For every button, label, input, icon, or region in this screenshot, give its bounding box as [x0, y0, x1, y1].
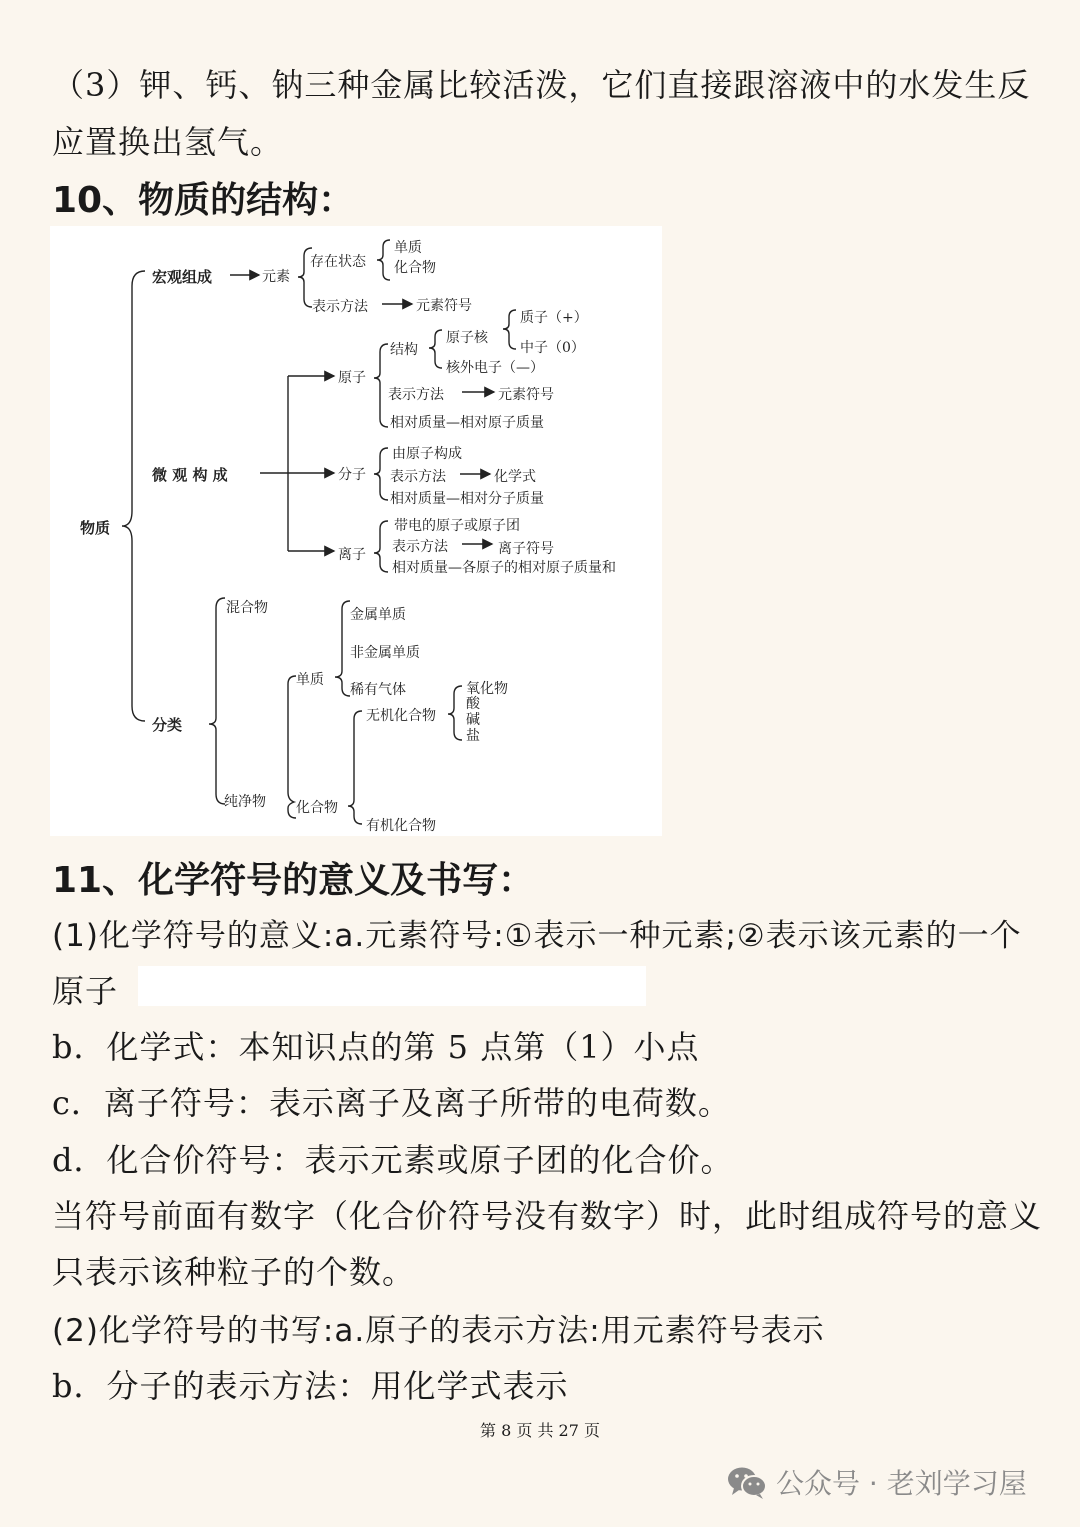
brace-atom [374, 344, 388, 427]
brace-compound [348, 711, 362, 824]
paragraph-line: c．离子符号：表示离子及离子所带的电荷数。 [52, 1084, 731, 1122]
node-repr-method: 表示方法 [312, 299, 368, 315]
paragraph-line: d．化合价符号：表示元素或原子团的化合价。 [52, 1141, 734, 1179]
node-salt: 盐 [466, 728, 480, 744]
node-ion-symbol: 离子符号 [498, 541, 554, 557]
page-number: 第 8 页 共 27 页 [480, 1421, 600, 1440]
node-classification: 分类 [152, 716, 183, 734]
paragraph-line: 只表示该种粒子的个数。 [52, 1253, 416, 1291]
node-ion-repr: 表示方法 [392, 539, 448, 555]
brace-inorganic [448, 686, 462, 740]
brace-classification [209, 598, 225, 804]
section-heading: 11、化学符号的意义及书写： [52, 860, 535, 901]
node-molecule: 分子 [338, 467, 366, 483]
wechat-icon [726, 1464, 768, 1500]
node-compound: 化合物 [394, 260, 436, 276]
node-base: 碱 [466, 712, 480, 728]
node-metal: 金属单质 [350, 607, 406, 623]
node-atom-repr: 表示方法 [388, 387, 444, 403]
blank-area [138, 966, 646, 1006]
diagram-svg [50, 226, 662, 836]
matter-structure-diagram [50, 226, 662, 836]
node-mol-mass: 相对质量—相对分子质量 [390, 491, 544, 507]
node-nucleus: 原子核 [446, 330, 488, 346]
node-root: 物质 [80, 519, 111, 537]
node-chem-formula: 化学式 [494, 469, 536, 485]
node-existence: 存在状态 [310, 254, 366, 270]
watermark-text: 公众号 · 老刘学习屋 [776, 1467, 1027, 1500]
node-cls-compound: 化合物 [296, 800, 338, 816]
paragraph-line: b．化学式：本知识点的第 5 点第（1）小点 [52, 1028, 700, 1066]
node-ion-mass: 相对质量—各原子的相对原子质量和 [392, 560, 616, 576]
node-proton: 质子（+） [520, 310, 588, 326]
brace-elemental [335, 601, 350, 696]
node-mol-composed: 由原子构成 [392, 446, 462, 462]
brace-pure [288, 676, 296, 818]
node-atom: 原子 [338, 370, 366, 386]
paragraph-line: （3）钾、钙、钠三种金属比较活泼，它们直接跟溶液中的水发生反 [52, 66, 1031, 104]
node-neutron: 中子（0） [520, 340, 585, 356]
paragraph-line: 当符号前面有数字（化合价符号没有数字）时，此时组成符号的意义 [52, 1197, 1043, 1235]
node-nonmetal: 非金属单质 [350, 645, 420, 661]
node-macro: 宏观组成 [152, 268, 213, 286]
node-structure: 结构 [390, 342, 418, 358]
node-oxide: 氧化物 [466, 681, 508, 697]
node-atom-mass: 相对质量—相对原子质量 [390, 415, 544, 431]
node-pure: 纯净物 [224, 794, 266, 810]
node-inorganic: 无机化合物 [366, 708, 436, 724]
node-ion-charged: 带电的原子或原子团 [394, 518, 520, 534]
node-element-symbol: 元素符号 [416, 298, 472, 314]
brace-root [122, 271, 145, 721]
node-acid: 酸 [466, 696, 480, 712]
node-electron: 核外电子（—） [446, 360, 544, 376]
paragraph-line: b．分子的表示方法：用化学式表示 [52, 1367, 569, 1405]
brace-molecule [374, 448, 388, 500]
node-micro: 微 观 构 成 [152, 466, 228, 484]
node-elemental: 单质 [296, 672, 324, 688]
brace-existence [377, 240, 390, 280]
node-organic: 有机化合物 [366, 818, 436, 834]
paragraph-line: 原子 [52, 972, 119, 1010]
node-ion: 离子 [338, 547, 366, 563]
paragraph-line: (2)化学符号的书写:a.原子的表示方法:用元素符号表示 [52, 1313, 825, 1349]
node-mol-repr: 表示方法 [390, 469, 446, 485]
node-atom-symbol: 元素符号 [498, 387, 554, 403]
section-heading: 10、物质的结构： [52, 180, 355, 221]
node-mixture: 混合物 [226, 600, 268, 616]
brace-nucleus [503, 310, 516, 349]
paragraph-line: (1)化学符号的意义:a.元素符号:①表示一种元素;②表示该元素的一个 [52, 918, 1022, 954]
paragraph-line: 应置换出氢气。 [52, 123, 284, 161]
brace-structure [429, 330, 442, 368]
node-element: 元素 [262, 269, 290, 285]
watermark [726, 1462, 1027, 1502]
brace-ion [374, 521, 388, 572]
node-noble-gas: 稀有气体 [350, 682, 406, 698]
node-simple-substance: 单质 [394, 240, 422, 256]
